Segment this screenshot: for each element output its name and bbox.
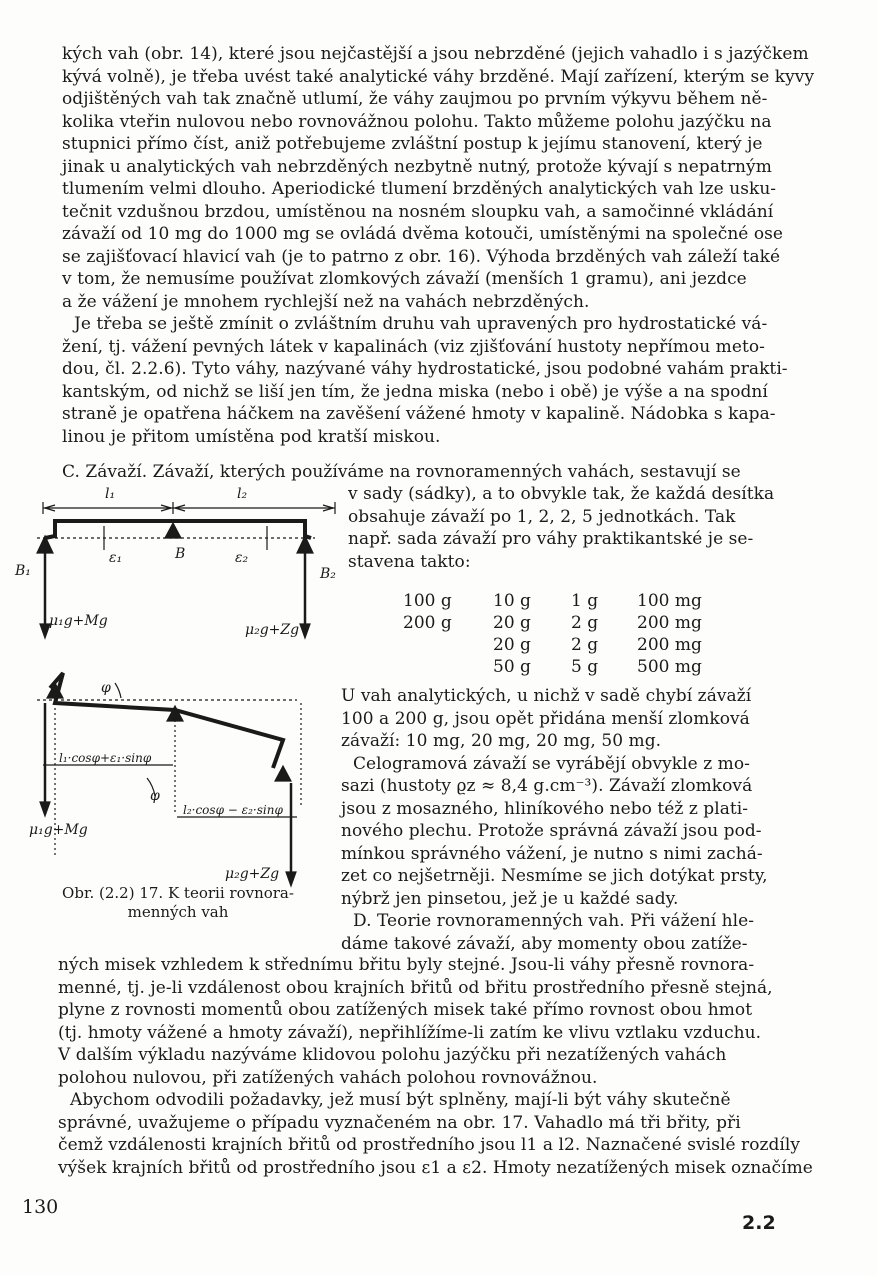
- table-cell: 10 g: [493, 591, 531, 611]
- text-line: V dalším výkladu nazýváme klidovou polohu jazýčku při nezatížených vahách: [58, 1045, 727, 1065]
- fig-b: B: [175, 546, 186, 562]
- fig-l2: l₂: [237, 486, 248, 502]
- table-cell: [403, 656, 493, 678]
- text-line: Je třeba se ještě zmínit o zvláštním druhu vah upravených pro hydrostatické vá-: [74, 314, 768, 334]
- table-cell: 100 mg: [637, 591, 702, 611]
- text-line: závaží: 10 mg, 20 mg, 20 mg, 50 mg.: [341, 731, 662, 751]
- text-line: výšek krajních břitů od prostředního jsou ε1 a ε2. Hmoty nezatížených misek označíme: [58, 1157, 813, 1178]
- text-line: dou, čl. 2.2.6). Tyto váhy, nazývané váhy hydrostatické, jsou podobné vahám prakti-: [62, 359, 788, 379]
- page-number: 130: [22, 1196, 59, 1218]
- text-line: nýbrž jen pinsetou, jež je u každé sady.: [341, 888, 679, 909]
- figure-caption-line1: Obr. (2.2) 17. K teorii rovnora-: [62, 884, 294, 902]
- text-line: ných misek vzhledem k střednímu břitu byly stejné. Jsou-li váhy přesně rovnora-: [58, 955, 755, 975]
- text-line: 100 a 200 g, jsou opět přidána menší zlomková: [341, 708, 750, 729]
- text-line: v tom, že nemusíme používat zlomkových závaží (menších 1 gramu), ani jezdce: [62, 269, 747, 289]
- text-line: závaží od 10 mg do 1000 mg se ovládá dvěma kotouči, umístěnými na společné ose: [62, 224, 784, 244]
- text-line: odjištěných vah tak značně utlumí, že váhy zaujmou po prvním výkyvu během ně-: [62, 89, 768, 109]
- text-line: v sady (sádky), a to obvykle tak, že každá desítka: [348, 484, 775, 504]
- table-cell: 2 g: [571, 613, 599, 633]
- table-cell: [403, 634, 493, 656]
- fig-f2b: μ₂g+Zg: [225, 866, 280, 882]
- fig-l1: l₁: [105, 486, 116, 502]
- text-line: tečnit vzdušnou brzdou, umístěnou na nosném sloupku vah, a samočinné vkládání: [62, 201, 774, 222]
- text-line: kolika vteřin nulovou nebo rovnovážnou polohu. Takto můžeme polohu jazýčku na: [62, 111, 772, 132]
- fig-f2: μ₂g+Zg: [245, 622, 300, 638]
- text-line: sazi (hustoty ϱz ≈ 8,4 g.cm⁻³). Závaží zlomková: [341, 776, 753, 796]
- fig-phi2: φ: [150, 788, 160, 804]
- section-number: 2.2: [742, 1212, 776, 1234]
- text-line: např. sada závaží pro váhy praktikantské je se-: [348, 529, 754, 549]
- fig-b1: B₁: [15, 563, 31, 579]
- table-cell: 500 mg: [637, 657, 702, 677]
- weights-table: [403, 590, 717, 678]
- table-cell: 20 g: [493, 635, 531, 655]
- text-line: stupnici přímo číst, aniž potřebujeme zvláštní postup k jejímu stanovení, který je: [62, 134, 763, 154]
- fig-b2: B₂: [320, 566, 336, 582]
- table-cell: 50 g: [493, 657, 531, 677]
- fig-f1b: μ₁g+Mg: [29, 822, 88, 838]
- text-line: Abychom odvodili požadavky, jež musí být splněny, mají-li být váhy skutečně: [70, 1090, 731, 1110]
- text-line: linou je přitom umístěna pod kratší miskou.: [62, 426, 441, 447]
- fig-phi1: φ: [101, 680, 111, 696]
- text-line: tlumením velmi dlouho. Aperiodické tlumení brzděných analytických vah lze usku-: [62, 179, 777, 199]
- text-line: správné, uvažujeme o případu vyznačeném na obr. 17. Vahadlo má tři břity, při: [58, 1112, 741, 1133]
- fig-arm2: l₂·cosφ − ε₂·sinφ: [183, 803, 283, 817]
- table-row: [403, 634, 717, 656]
- text-line: zet co nejšetrněji. Nesmíme se jich dotýkat prsty,: [341, 866, 768, 886]
- fig-f1: μ₁g+Mg: [49, 613, 108, 629]
- text-line: straně je opatřena háčkem na zavěšení vážené hmoty v kapalině. Nádobka s kapa-: [62, 404, 776, 424]
- text-line: D. Teorie rovnoramenných vah. Při vážení hle-: [353, 911, 755, 931]
- table-cell: 200 mg: [637, 613, 702, 633]
- table-cell: 1 g: [571, 591, 599, 611]
- text-line: kých vah (obr. 14), které jsou nejčastější a jsou nebrzděné (jejich vahadlo i s jazýčkem: [62, 44, 809, 64]
- text-line: a že vážení je mnohem rychlejší než na vahách nebrzděných.: [62, 291, 590, 312]
- table-cell: 20 g: [493, 613, 531, 633]
- fig-arm1: l₁·cosφ+ε₁·sinφ: [59, 751, 152, 765]
- text-line: Celogramová závaží se vyrábějí obvykle z mo-: [353, 753, 750, 774]
- section-c-head: C. Závaží. Závaží, kterých používáme na rovnoramenných vahách, sestavují se: [62, 462, 741, 482]
- text-line: čemž vzdálenosti krajních břitů od prostředního jsou l1 a l2. Naznačené svislé rozdíly: [58, 1135, 801, 1155]
- table-row: [403, 656, 717, 678]
- text-line: plyne z rovnosti momentů obou zatížených misek také přímo rovnost obou hmot: [58, 1000, 753, 1020]
- table-cell: 200 g: [403, 613, 452, 633]
- text-line: žení, tj. vážení pevných látek v kapalinách (viz zjišťování hustoty nepřímou meto-: [62, 336, 765, 357]
- text-line: (tj. hmoty vážené a hmoty závaží), nepřihlížíme-li zatím ke vlivu vztlaku vzduchu.: [58, 1022, 762, 1043]
- text-line: jsou z mosazného, hliníkového nebo též z plati-: [341, 798, 749, 819]
- fig-e2: ε₂: [235, 550, 249, 566]
- text-line: obsahuje závaží po 1, 2, 2, 5 jednotkách. Tak: [348, 506, 736, 527]
- text-line: se zajišťovací hlavicí vah (je to patrno z obr. 16). Výhoda brzděných vah záleží také: [62, 246, 781, 267]
- fig-e1: ε₁: [109, 550, 123, 566]
- figure-caption-line2: menných vah: [127, 903, 229, 921]
- table-cell: 200 mg: [637, 635, 702, 655]
- text-line: stavena takto:: [348, 551, 471, 572]
- table-cell: 5 g: [571, 657, 599, 677]
- text-line: menné, tj. je-li vzdálenost obou krajních břitů od břitu prostředního přesně stejná,: [58, 977, 773, 998]
- table-cell: 2 g: [571, 635, 599, 655]
- text-line: nového plechu. Protože správná závaží jsou pod-: [341, 821, 762, 841]
- text-line: mínkou správného vážení, je nutno s nimi zachá-: [341, 843, 763, 864]
- text-line: U vah analytických, u nichž v sadě chybí závaží: [341, 686, 752, 706]
- text-line: polohou nulovou, při zatížených vahách polohou rovnovážnou.: [58, 1067, 598, 1088]
- figure-17: [15, 478, 345, 888]
- table-row: [403, 612, 717, 634]
- table-cell: 100 g: [403, 591, 452, 611]
- text-line: kývá volně), je třeba uvést také analytické váhy brzděné. Mají zařízení, kterým se kyvy: [62, 66, 815, 87]
- text-line: kantským, od nichž se liší jen tím, že jedna miska (nebo i obě) je výše a na spodní: [62, 381, 768, 402]
- text-line: jinak u analytických vah nebrzděných nezbytně nutný, protože kývají s nepatrným: [62, 156, 772, 177]
- table-row: [403, 590, 717, 612]
- text-line: dáme takové závaží, aby momenty obou zatíže-: [341, 933, 748, 954]
